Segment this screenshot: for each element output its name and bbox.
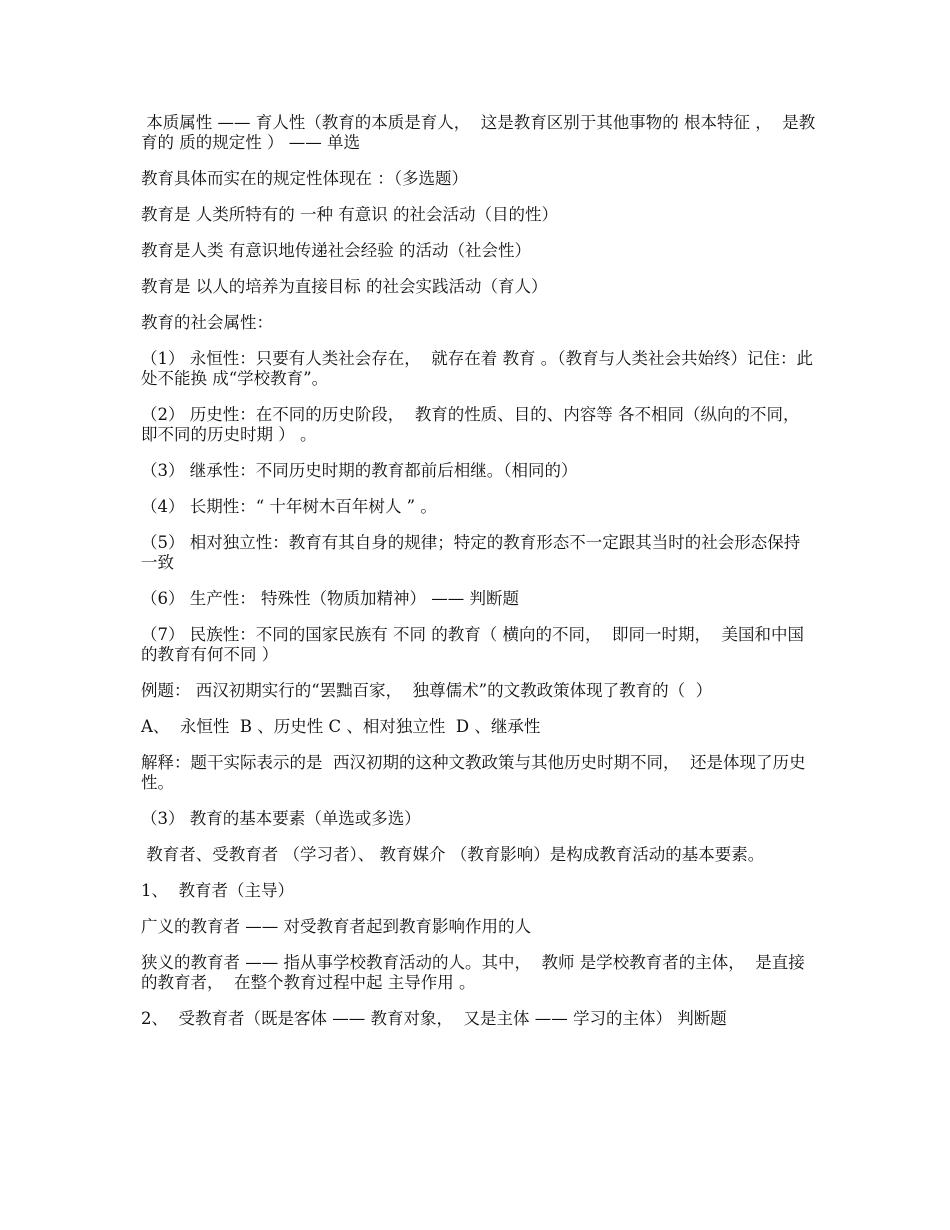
paragraph-inheritance: （3） 继承性：不同历史时期的教育都前后相继。（相同的）	[141, 461, 578, 480]
paragraph-essence: 本质属性 —— 育人性（教育的本质是育人， 这是教育区别于其他事物的 根本特征 ， 是教育的 质的规定性 ） —— 单选	[141, 113, 816, 152]
paragraph-specific-regularity: 教育具体而实在的规定性体现在 ：（多选题）	[141, 169, 468, 188]
paragraph-explanation: 解释：题干实际表示的是 西汉初期的这种文教政策与其他历史时期不同， 还是体现了历史性。	[141, 753, 806, 792]
paragraph-narrow-educator: 狭义的教育者 —— 指从事学校教育活动的人。其中， 教师 是学校教育者的主体， 是直接的教育者， 在整个教育过程中起 主导作用 。	[141, 953, 805, 992]
document-page	[141, 113, 816, 1045]
paragraph-purposeful: 教育是 人类所特有的 一种 有意识 的社会活动（目的性）	[141, 205, 558, 224]
paragraph-permanence: （1） 永恒性：只要有人类社会存在， 就存在着 教育 。（教育与人类社会共始终）记住：此处不能换 成“学校教育”。	[141, 349, 813, 388]
paragraph-learner-heading: 2、 受教育者（既是客体 —— 教育对象， 又是主体 —— 学习的主体） 判断题	[141, 1009, 727, 1028]
paragraph-social-attributes-heading: 教育的社会属性：	[141, 313, 273, 332]
paragraph-basic-elements: 教育者、受教育者 （学习者）、 教育媒介 （教育影响）是构成教育活动的基本要素。	[141, 845, 765, 864]
paragraph-social: 教育是人类 有意识地传递社会经验 的活动（社会性）	[141, 241, 531, 260]
paragraph-broad-educator: 广义的教育者 —— 对受教育者起到教育影响作用的人	[141, 917, 531, 936]
paragraph-relative-independence: （5） 相对独立性：教育有其自身的规律；特定的教育形态不一定跟其当时的社会形态保持一致	[141, 533, 801, 572]
paragraph-educator-heading: 1、 教育者（主导）	[141, 881, 294, 900]
paragraph-basic-elements-heading: （3） 教育的基本要素（单选或多选）	[141, 809, 421, 828]
paragraph-example-question: 例题： 西汉初期实行的“罢黜百家， 独尊儒术”的文教政策体现了教育的（ ）	[141, 681, 713, 700]
paragraph-cultivation: 教育是 以人的培养为直接目标 的社会实践活动（育人）	[141, 277, 548, 296]
paragraph-productivity: （6） 生产性： 特殊性（物质加精神） —— 判断题	[141, 589, 519, 608]
paragraph-example-options: A、 永恒性 B 、历史性 C 、相对独立性 D 、继承性	[141, 717, 541, 736]
paragraph-long-term: （4） 长期性：“ 十年树木百年树人 ” 。	[141, 497, 437, 516]
paragraph-nationality: （7） 民族性：不同的国家民族有 不同 的教育（ 横向的不同， 即同一时期， 美国和中国的教育有何不同 ）	[141, 625, 804, 664]
paragraph-historicity: （2） 历史性：在不同的历史阶段， 教育的性质、目的、内容等 各不相同（纵向的不同， 即不同的历史时期 ） 。	[141, 405, 810, 444]
